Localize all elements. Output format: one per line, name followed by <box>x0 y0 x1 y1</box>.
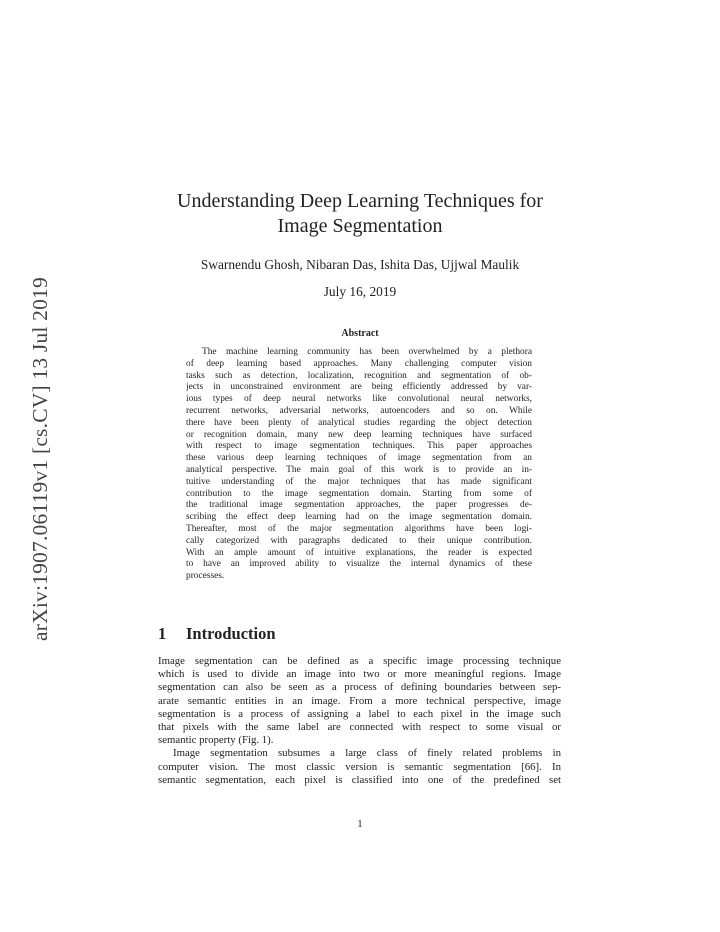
title-line-2: Image Segmentation <box>277 215 443 237</box>
body-line: semantic property (Fig. 1). <box>158 734 274 747</box>
body-line: arate semantic entities in an image. From a more technical perspective, image <box>158 694 561 707</box>
abstract-body <box>186 347 532 583</box>
introduction-body <box>158 655 561 787</box>
body-line: Image segmentation can be defined as a specific image processing technique <box>158 655 561 667</box>
abstract-line: tasks such as detection, localization, recognition and segmentation of ob- <box>186 370 532 381</box>
body-line: that pixels with the same label are connected with respect to some visual or <box>158 720 561 733</box>
paper-title <box>110 189 610 239</box>
abstract-line: jects in unconstrained environment are being efficiently addressed by var- <box>186 382 532 393</box>
body-line: semantic segmentation, each pixel is classified into one of the predefined set <box>158 773 561 786</box>
body-line: segmentation can also be seen as a process of defining boundaries between sep- <box>158 681 561 694</box>
abstract-line: of deep learning based approaches. Many challenging computer vision <box>186 358 532 369</box>
abstract-line: scribing the effect deep learning had on the image segmentation domain. <box>186 512 532 523</box>
abstract-line: tuitive understanding of the major techniques that has made significant <box>186 476 532 487</box>
title-line-1: Understanding Deep Learning Techniques for <box>177 190 543 212</box>
section-heading-introduction <box>158 624 276 644</box>
publication-date: July 16, 2019 <box>323 284 397 299</box>
abstract-line: Thereafter, most of the major segmentation algorithms have been logi- <box>186 523 532 534</box>
author-list: Swarnendu Ghosh, Nibaran Das, Ishita Das, Ujjwal Maulik <box>200 257 520 272</box>
abstract-line: these various deep learning techniques of image segmentation from an <box>186 453 532 464</box>
abstract-line: The machine learning community has been overwhelmed by a plethora <box>202 347 532 357</box>
abstract-line: with respect to image segmentation techniques. This paper approaches <box>186 441 532 452</box>
abstract-line: ious types of deep neural networks like convolutional neural networks, <box>186 394 532 405</box>
abstract-line: With an ample amount of intuitive explanations, the reader is expected <box>186 547 532 558</box>
body-line: segmentation is a process of assigning a label to each pixel in the image such <box>158 707 561 720</box>
section-title: Introduction <box>186 624 276 643</box>
body-line: which is used to divide an image into two or more meaningful regions. Image <box>158 668 561 681</box>
abstract-line: contribution to the image segmentation domain. Starting from some of <box>186 488 532 499</box>
abstract-line: recurrent networks, adversarial networks, autoencoders and so on. While <box>186 405 532 416</box>
abstract-line: analytical perspective. The main goal of this work is to provide an in- <box>186 464 532 475</box>
body-line: computer vision. The most classic version is semantic segmentation [66]. In <box>158 760 561 773</box>
abstract-line: or recognition domain, many new deep learning techniques have surfaced <box>186 429 532 440</box>
section-number: 1 <box>158 624 167 643</box>
page-number: 1 <box>357 818 363 830</box>
abstract-line: processes. <box>186 571 225 582</box>
abstract-line: there have been plenty of analytical studies regarding the object detection <box>186 417 532 428</box>
arxiv-identifier[interactable]: arXiv:1907.06119v1 [cs.CV] 13 Jul 2019 <box>28 277 52 641</box>
abstract-line: to have an improved ability to visualize the internal dynamics of these <box>186 559 532 570</box>
body-line: Image segmentation subsumes a large class of finely related problems in <box>173 747 561 760</box>
abstract-line: cally categorized with paragraphs dedicated to their unique contribution. <box>186 535 532 546</box>
abstract-line: the traditional image segmentation approaches, the paper progresses de- <box>186 500 532 511</box>
abstract-heading: Abstract <box>341 328 379 339</box>
